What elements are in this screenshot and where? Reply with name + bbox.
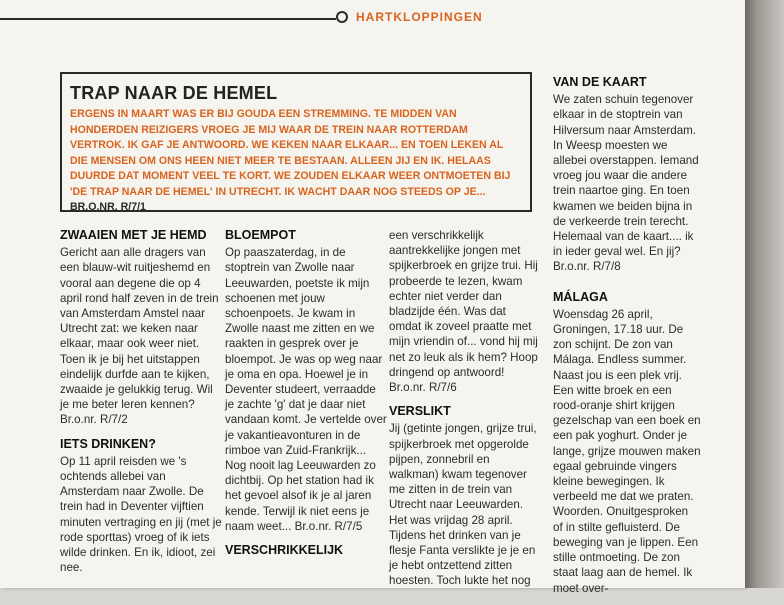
article-body-kaart: We zaten schuin tegenover elkaar in de stoptrein van Hilversum naar Amsterdam. In Weesp moesten we allebei overstappen. Iemand vroeg jou waar die andere trein naartoe ging. En toen kwamen we beiden bijna in de verkeerde trein terecht. Helemaal van de kaart.... ik in ieder geval wel. En jij? Br.o.nr. R/7/8 [553, 93, 699, 274]
header-rule [0, 18, 336, 20]
article-title-bloempot: BLOEMPOT [225, 228, 296, 242]
header-circle-icon [336, 11, 348, 23]
column-1 [60, 228, 222, 584]
feature-signature: BR.O.NR. R/7/1 [70, 201, 146, 213]
article-title-malaga: MÁLAGA [553, 289, 608, 304]
article-body-malaga: Woensdag 26 april, Groningen, 17.18 uur. De zon schijnt. De zon van Málaga. Endless summer. Naast jou is een plek vrij. Een witte broek en een rood-oranje shirt krijgen gezelschap van een boek en een pak yoghurt. Onder je lange, grijze mouwen maken egaal gebruinde vingers kleine bewegingen. Ik verbeeld me dat we praten. Woorden. Onuitgesproken of in stilte gefluisterd. De beweging van je lippen. Een stille ontmoeting. De zon staat laag aan de hemel. Ik moet over- [553, 307, 701, 595]
column-2 [225, 228, 387, 560]
column-3 [389, 228, 539, 598]
article-title-kaart: VAN DE KAART [553, 75, 647, 89]
page-edge [745, 0, 784, 588]
feature-title: TRAP NAAR DE HEMEL [70, 83, 278, 103]
article-body-bloempot: Op paaszaterdag, in de stoptrein van Zwolle naar Leeuwarden, poetste ik mijn schoenen met jouw schoenpoets. Je kwam in Zwolle naast me zitten en we raakten in gesprek over je bloempot. Je was op weg naar je oma en opa. Hoewel je in Deventer studeert, verraadde je zachte 'g' dat je daar niet vandaan komt. Je vertelde over je vakantieavonturen in de rimboe van Zuid-Frankrijk... Nog nooit lag Leeuwarden zo dichtbij. Op het station had ik het gevoel alsof ik je al jaren kende. Terwijl ik niet eens je naam weet... Br.o.nr. R/7/5 [225, 246, 387, 533]
section-label: HARTKLOPPINGEN [356, 10, 483, 24]
article-body-verschrikkelijk: een verschrikkelijk aantrekkelijke jongen met spijkerbroek en grijze trui. Hij probeerde te lezen, kwam echter niet verder dan bladzijde één. Was dat omdat ik zoveel praatte met mijn vriendin of... vond hij mij net zo leuk als ik hem? Hoop dringend op antwoord! Br.o.nr. R/7/6 [389, 229, 538, 395]
feature-body: ERGENS IN MAART WAS ER BIJ GOUDA EEN STREMMING. TE MIDDEN VAN HONDERDEN REIZIGERS VROEG JE MIJ WAAR DE TREIN NAAR ROTTERDAM VERTROK. IK GAF JE ANTWOORD. WE KEKEN NAAR ELKAAR... EN TOEN LEKEN AL DIE MENSEN OM ONS HEEN NIET MEER TE BESTAAN. ALLEEN JIJ EN IK. HELAAS DUURDE DAT MOMENT VEEL TE KORT. WE ZOUDEN ELKAAR WEER ONTMOETEN BIJ 'DE TRAP NAAR DE HEMEL' IN UTRECHT. IK WACHT DAAR NOG STEEDS OP JE... [70, 108, 511, 198]
article-title-verschrikkelijk: VERSCHRIKKELIJK [225, 543, 344, 558]
article-title-zwaaien: ZWAAIEN MET JE HEMD [60, 228, 207, 242]
article-body-drinken: Op 11 april reisden we 's ochtends allebei van Amsterdam naar Zwolle. De trein had in Deventer vijftien minuten vertraging en jij (met je rode sporttas) vroeg of ik iets wilde drinken. En ik, idioot, zei nee. [60, 454, 222, 575]
article-title-drinken: IETS DRINKEN? [60, 436, 156, 451]
column-4 [553, 75, 701, 605]
feature-body-block [70, 107, 522, 216]
feature-box [60, 72, 532, 212]
article-body-verslikt: Jij (getinte jongen, grijze trui, spijkerbroek met opgerolde pijpen, zonnebril en walkman) kwam tegenover me zitten in de trein van Utrecht naar Leeuwarden. Het was vrijdag 28 april. Tijdens het drinken van je flesje Fanta verslikte je je en je hebt ontzettend zitten hoesten. Toch lukte het nog [389, 422, 537, 588]
article-title-verslikt: VERSLIKT [389, 404, 451, 419]
article-body-zwaaien: Gericht aan alle dragers van een blauw-wit ruitjeshemd en vooral aan degene die op 4 april rond half zeven in de trein van Amsterdam Amstel naar Utrecht zat: we keken naar elkaar, maar ook weer niet. Toen ik je bij het uitstappen eindelijk durfde aan te kijken, zwaaide je gelukkig terug. Wil je me beter leren kennen? Br.o.nr. R/7/2 [60, 246, 219, 427]
